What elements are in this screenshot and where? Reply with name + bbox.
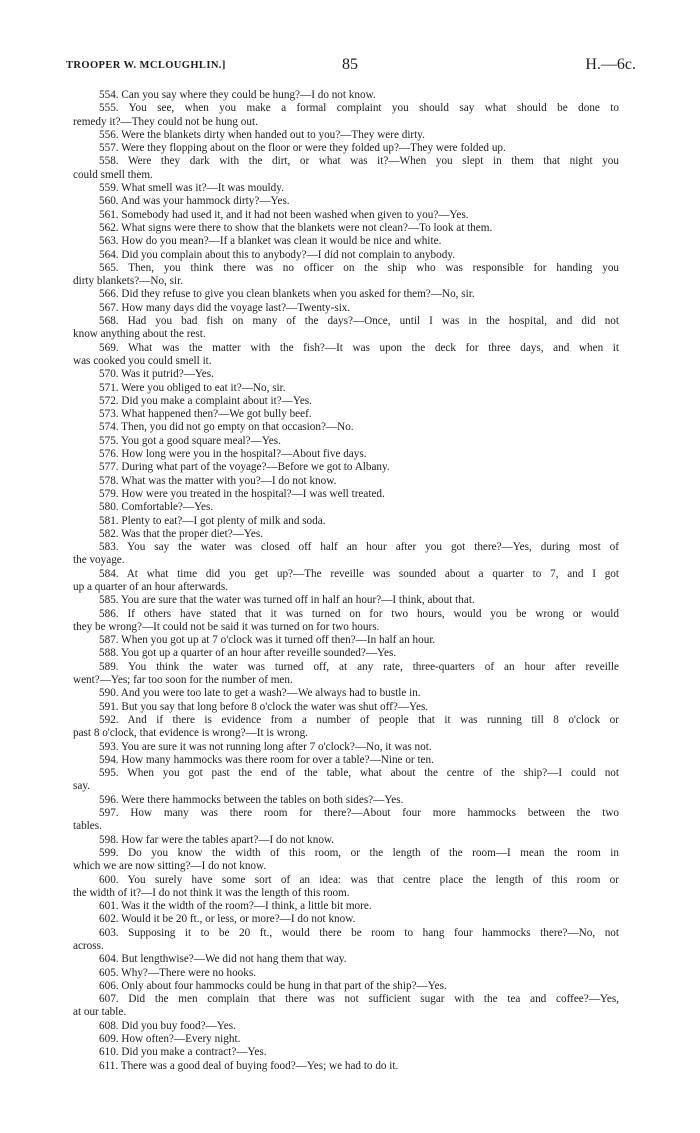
testimony-line: 558. Were they dark with the dirt, or what was it?—When you slept in them that night you: [99, 155, 619, 168]
testimony-line: 557. Were they flopping about on the floor or were they folded up?—They were folded up.: [99, 142, 506, 155]
testimony-line: the width of it?—I do not think it was the length of this room.: [73, 886, 350, 899]
testimony-line: 584. At what time did you get up?—The reveille was sounded about a quarter to 7, and I got: [99, 567, 619, 580]
testimony-line: 587. When you got up at 7 o'clock was it turned off then?—In half an hour.: [99, 634, 436, 647]
testimony-line: 606. Only about four hammocks could be hung in that part of the ship?—Yes.: [99, 979, 447, 992]
testimony-line: tables.: [73, 820, 102, 833]
testimony-line: 573. What happened then?—We got bully beef.: [99, 408, 312, 421]
testimony-line: 585. You are sure that the water was turned off in half an hour?—I think, about that.: [99, 594, 475, 607]
testimony-line: 580. Comfortable?—Yes.: [99, 501, 214, 514]
running-header: [0, 52, 700, 76]
testimony-line: 554. Can you say where they could be hung?—I do not know.: [99, 89, 376, 101]
testimony-line: 575. You got a good square meal?—Yes.: [99, 434, 281, 447]
header-witness-name: TROOPER W. MCLOUGHLIN.]: [66, 60, 226, 71]
testimony-line: 611. There was a good deal of buying food?—Yes; we had to do it.: [99, 1059, 399, 1072]
testimony-line: dirty blankets?—No, sir.: [73, 275, 183, 288]
testimony-line: 568. Had you bad fish on many of the days?—Once, until I was in the hospital, and did not: [99, 315, 619, 328]
testimony-line: say.: [73, 780, 90, 793]
testimony-line: 576. How long were you in the hospital?—About five days.: [99, 448, 367, 461]
testimony-line: which we are now sitting?—I do not know.: [73, 860, 267, 873]
testimony-line: 561. Somebody had used it, and it had not been washed when given to you?—Yes.: [99, 208, 469, 221]
testimony-line: 562. What signs were there to show that the blankets were not clean?—To look at them.: [99, 221, 493, 234]
testimony-line: they be wrong?—It could not be said it was turned on for two hours.: [73, 620, 380, 633]
testimony-line: 610. Did you make a contract?—Yes.: [99, 1046, 267, 1059]
testimony-line: 581. Plenty to eat?—I got plenty of milk and soda.: [99, 514, 326, 527]
testimony-line: 579. How were you treated in the hospital?—I was well treated.: [99, 487, 385, 500]
testimony-line: 589. You think the water was turned off, at any rate, three-quarters of an hour after reveille: [99, 660, 619, 673]
testimony-line: 555. You see, when you make a formal complaint you should say what should be done to: [99, 102, 619, 115]
testimony-line: 593. You are sure it was not running long after 7 o'clock?—No, it was not.: [99, 740, 432, 753]
testimony-line: 597. How many was there room for there?—About four more hammocks between the two: [99, 807, 619, 820]
testimony-line: 594. How many hammocks was there room for over a table?—Nine or ten.: [99, 753, 434, 766]
testimony-line: 560. And was your hammock dirty?—Yes.: [99, 195, 290, 208]
testimony-line: went?—Yes; far too soon for the number of men.: [73, 674, 293, 687]
testimony-line: 559. What smell was it?—It was mouldy.: [99, 182, 284, 195]
testimony-line: 590. And you were too late to get a wash?—We always had to bustle in.: [99, 687, 421, 700]
testimony-line: the voyage.: [73, 554, 125, 567]
testimony-line: 609. How often?—Every night.: [99, 1033, 241, 1046]
testimony-line: 574. Then, you did not go empty on that occasion?—No.: [99, 421, 354, 434]
testimony-line: 572. Did you make a complaint about it?—Yes.: [99, 394, 312, 407]
testimony-line: at our table.: [73, 1006, 127, 1019]
testimony-line: 592. And if there is evidence from a number of people that it was running till 8 o'clock or: [99, 713, 619, 726]
testimony-line: 563. How do you mean?—If a blanket was clean it would be nice and white.: [99, 235, 442, 248]
testimony-line: 601. Was it the width of the room?—I think, a little bit more.: [99, 900, 372, 913]
testimony-line: 577. During what part of the voyage?—Before we got to Albany.: [99, 461, 390, 474]
testimony-line: across.: [73, 940, 104, 952]
testimony-line: 567. How many days did the voyage last?—Twenty-six.: [99, 301, 351, 314]
testimony-line: 582. Was that the proper diet?—Yes.: [99, 527, 263, 540]
testimony-line: 586. If others have stated that it was turned on for two hours, would you be wrong or would: [99, 607, 619, 620]
testimony-line: 600. You surely have some sort of an idea: was that centre place the length of this room or: [99, 873, 619, 886]
testimony-line: up a quarter of an hour afterwards.: [73, 580, 229, 593]
testimony-line: 571. Were you obliged to eat it?—No, sir.: [99, 381, 286, 394]
testimony-line: 565. Then, you think there was no officer on the ship who was responsible for handing you: [99, 261, 619, 274]
testimony-line: 578. What was the matter with you?—I do not know.: [99, 474, 337, 487]
testimony-line: 595. When you got past the end of the table, what about the centre of the ship?—I could not: [99, 767, 619, 780]
testimony-line: 570. Was it putrid?—Yes.: [99, 368, 214, 381]
testimony-line: 604. But lengthwise?—We did not hang them that way.: [99, 953, 347, 966]
testimony-line: 598. How far were the tables apart?—I do not know.: [99, 833, 335, 846]
testimony-line: 564. Did you complain about this to anybody?—I did not complain to anybody.: [99, 248, 455, 261]
testimony-line: 566. Did they refuse to give you clean blankets when you asked for them?—No, sir.: [99, 288, 475, 301]
testimony-line: could smell them.: [73, 168, 153, 181]
page-number: 85: [342, 56, 358, 73]
testimony-line: 603. Supposing it to be 20 ft., would there be room to hang four hammocks there?—No, not: [99, 926, 619, 939]
document-reference: H.—6c.: [585, 56, 636, 73]
testimony-body: [73, 89, 619, 1073]
testimony-line: 583. You say the water was closed off half an hour after you got there?—Yes, during most of: [99, 541, 619, 554]
testimony-line: 602. Would it be 20 ft., or less, or more?—I do not know.: [99, 913, 356, 926]
testimony-line: know anything about the rest.: [73, 328, 206, 341]
testimony-line: 605. Why?—There were no hooks.: [99, 966, 256, 979]
testimony-line: remedy it?—They could not be hung out.: [73, 115, 258, 128]
testimony-line: 607. Did the men complain that there was not sufficient sugar with the tea and coffee?—Yes,: [99, 993, 619, 1006]
testimony-line: 569. What was the matter with the fish?—It was upon the deck for three days, and when it: [99, 341, 619, 354]
testimony-line: 596. Were there hammocks between the tables on both sides?—Yes.: [99, 793, 404, 806]
testimony-line: past 8 o'clock, that evidence is wrong?—It is wrong.: [73, 727, 309, 740]
testimony-line: 556. Were the blankets dirty when handed out to you?—They were dirty.: [99, 128, 425, 141]
testimony-line: 608. Did you buy food?—Yes.: [99, 1019, 236, 1032]
testimony-line: 588. You got up a quarter of an hour after reveille sounded?—Yes.: [99, 647, 397, 660]
testimony-line: was cooked you could smell it.: [73, 354, 212, 367]
testimony-line: 591. But you say that long before 8 o'clock the water was shut off?—Yes.: [99, 700, 429, 713]
testimony-line: 599. Do you know the width of this room, or the length of the room—I mean the room in: [99, 846, 619, 859]
